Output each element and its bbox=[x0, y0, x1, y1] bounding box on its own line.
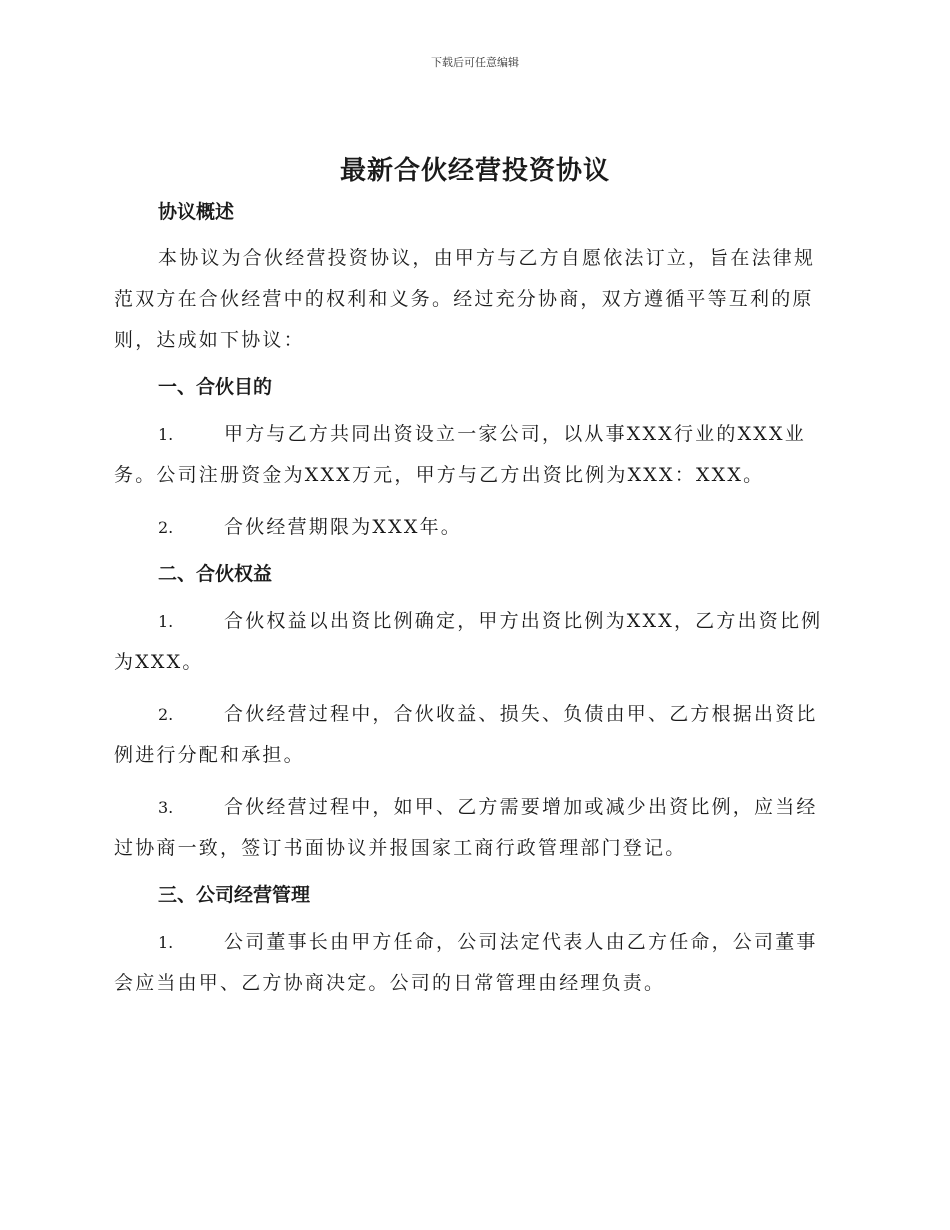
purpose-item-2 bbox=[114, 507, 836, 548]
item-number: 1. bbox=[158, 933, 174, 952]
section-heading-purpose: 一、合伙目的 bbox=[158, 376, 273, 398]
item-number: 3. bbox=[158, 798, 174, 817]
header-note: 下载后可任意编辑 bbox=[431, 56, 519, 69]
item-number: 1. bbox=[158, 425, 174, 444]
item-number: 2. bbox=[158, 705, 174, 724]
purpose-item-1 bbox=[114, 414, 836, 496]
item-number: 2. bbox=[158, 518, 174, 537]
section-heading-overview: 协议概述 bbox=[158, 201, 235, 223]
document-body bbox=[114, 196, 836, 1004]
item-text: 公司董事长由甲方任命，公司法定代表人由乙方任命，公司董事会应当由甲、乙方协商决定。公司的日常管理由经理负责。 bbox=[114, 931, 818, 994]
section-heading-management: 三、公司经营管理 bbox=[158, 884, 311, 906]
item-text: 甲方与乙方共同出资设立一家公司，以从事XXX行业的XXX业务。公司注册资金为XXX万元，甲方与乙方出资比例为XXX：XXX。 bbox=[114, 423, 806, 486]
item-text: 合伙权益以出资比例确定，甲方出资比例为XXX，乙方出资比例为XXX。 bbox=[114, 610, 823, 673]
item-text: 合伙经营期限为XXX年。 bbox=[224, 516, 462, 538]
rights-item-3 bbox=[114, 787, 836, 869]
overview-paragraph: 本协议为合伙经营投资协议，由甲方与乙方自愿依法订立，旨在法律规范双方在合伙经营中的权利和义务。经过充分协商，双方遵循平等互利的原则，达成如下协议： bbox=[114, 247, 816, 351]
item-text: 合伙经营过程中，合伙收益、损失、负债由甲、乙方根据出资比例进行分配和承担。 bbox=[114, 703, 818, 766]
rights-item-2 bbox=[114, 694, 836, 776]
item-number: 1. bbox=[158, 612, 174, 631]
document-title: 最新合伙经营投资协议 bbox=[339, 156, 610, 186]
management-item-1 bbox=[114, 922, 836, 1004]
section-heading-rights: 二、合伙权益 bbox=[158, 563, 273, 585]
item-text: 合伙经营过程中，如甲、乙方需要增加或减少出资比例，应当经过协商一致，签订书面协议并报国家工商行政管理部门登记。 bbox=[114, 796, 818, 859]
rights-item-1 bbox=[114, 601, 836, 683]
